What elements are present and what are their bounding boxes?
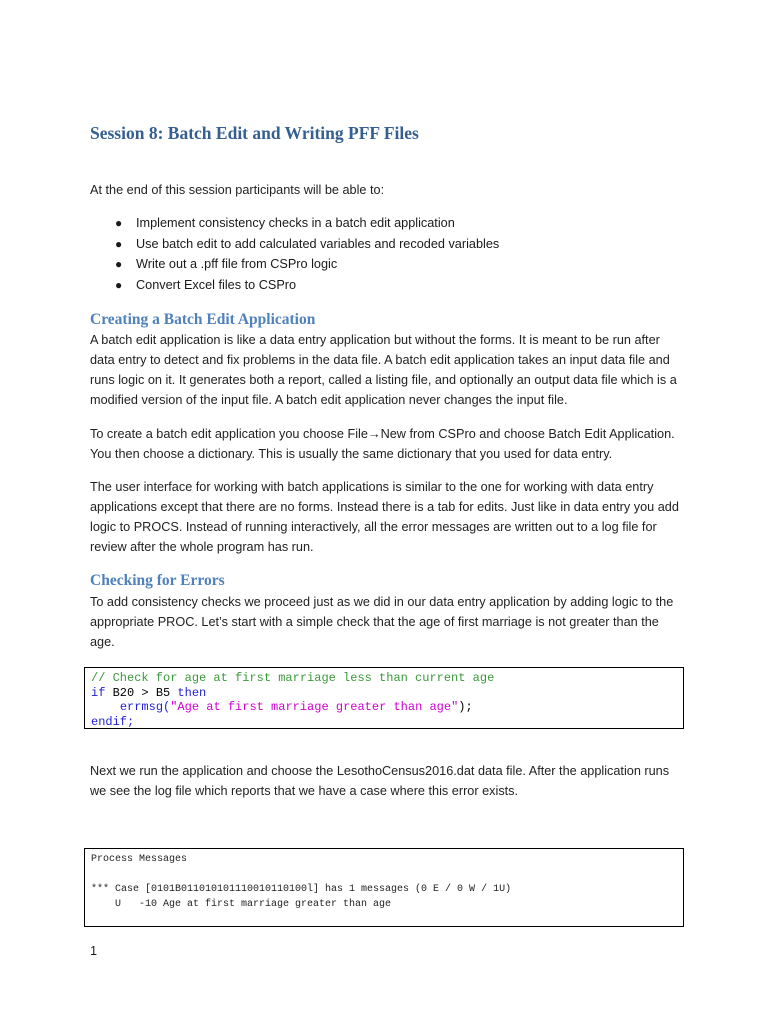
list-item: ● Implement consistency checks in a batch edit application	[90, 213, 680, 234]
code-if-line: if B20 > B5 then	[91, 685, 207, 700]
log-output-block	[84, 848, 684, 927]
page-number: 1	[90, 944, 98, 958]
paragraph-batch-edit: A batch edit application is like a data entry application but without the forms. It is meant to be run after data entry to detect and fix problems in the data file. A batch edit application takes an input data file and runs logic on it. It generates both a report, called a listing file, and optionally an output data file which is a modified version of the input file. A batch edit application never changes the input file.	[90, 333, 677, 407]
arrow-icon: →	[367, 427, 381, 441]
intro-text: At the end of this session participants will be able to:	[90, 183, 385, 197]
paragraph-consistency: To add consistency checks we proceed just as we did in our data entry application by adding logic to the appropriate PROC. Let’s start with a simple check that the age of first marriage is not greater than the age.	[90, 595, 674, 649]
objectives-list	[90, 213, 680, 295]
list-item: ● Convert Excel files to CSPro	[90, 275, 680, 296]
bullet-icon: ●	[115, 277, 123, 292]
bullet-icon: ●	[115, 236, 123, 251]
code-comment: // Check for age at first marriage less than current age	[91, 671, 495, 685]
code-endif: endif;	[91, 714, 135, 729]
log-line-blank	[91, 867, 677, 882]
list-item: ● Write out a .pff file from CSPro logic	[90, 254, 680, 275]
paragraph-run-application: Next we run the application and choose the LesothoCensus2016.dat data file. After the application runs we see the log file which reports that we have a case where this error exists.	[90, 764, 670, 798]
section-heading-creating: Creating a Batch Edit Application	[90, 311, 316, 328]
bullet-icon: ●	[115, 257, 123, 271]
code-block	[84, 667, 684, 729]
page-title: Session 8: Batch Edit and Writing PFF Files	[90, 123, 419, 143]
code-errmsg-line: errmsg("Age at first marriage greater than age");	[119, 700, 473, 714]
bullet-icon: ●	[115, 216, 123, 230]
log-line-case: *** Case [0101B011010101110010110100l] has 1 messages (0 E / 0 W / 1U)	[91, 884, 512, 895]
paragraph-create-app: To create a batch edit application you choose File→New from CSPro and choose Batch Edit Application. You then choose a dictionary. This is usually the same dictionary that you used for data entry.	[90, 427, 675, 461]
log-line-message: U -10 Age at first marriage greater than age	[91, 899, 392, 910]
section-heading-checking: Checking for Errors	[90, 572, 225, 589]
log-line-header: Process Messages	[91, 854, 188, 865]
list-item: ● Use batch edit to add calculated variables and recoded variables	[90, 234, 680, 255]
paragraph-user-interface: The user interface for working with batch applications is similar to the one for working with data entry applications except that there are no forms. Instead there is a tab for edits. Just like in data entry you add logic to PROCS. Instead of running interactively, all the error messages are written out to a log file for review after the whole program has run.	[90, 480, 679, 554]
